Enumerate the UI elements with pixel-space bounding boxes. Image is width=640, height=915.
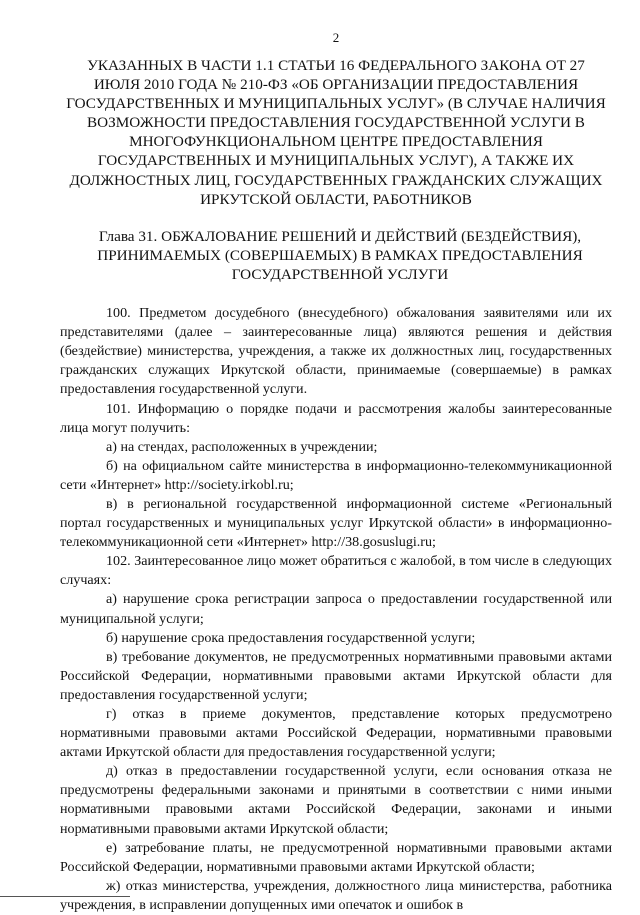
list-item-102-d: д) отказ в предоставлении государственной услуги, если основания отказа не предусмотрены федеральными законами и принятыми в соответствии с ними иными нормативными правовыми актами Российской Федерации, законами и иными нормативными правовыми актами Иркутской области;	[60, 763, 612, 837]
list-item-102-v: в) требование документов, не предусмотренных нормативными правовыми актами Российской Федерации, нормативными правовыми актами Иркутской области для предоставления государственной услуги;	[60, 648, 612, 703]
paragraph-101: 101. Информацию о порядке подачи и рассмотрения жалобы заинтересованные лица могут получить:	[60, 400, 612, 436]
list-item-102-b: б) нарушение срока предоставления государственной услуги;	[106, 629, 476, 646]
body-text	[60, 304, 612, 915]
paragraph-102: 102. Заинтересованное лицо может обратиться с жалобой, в том числе в следующих случаях:	[60, 553, 612, 589]
list-item-102-g: г) отказ в приеме документов, представление которых предусмотрено нормативными правовыми актами Российской Федерации, нормативными правовыми актами Иркутской области для предоставления государственной услуги;	[60, 706, 612, 761]
list-item-101-v: в) в региональной государственной информационной системе «Региональный портал государственных и муниципальных услуг Иркутской области» в информационно-телекоммуникационной сети «Интернет» http://38.gosuslugi.ru;	[60, 495, 612, 551]
section-heading: УКАЗАННЫХ В ЧАСТИ 1.1 СТАТЬИ 16 ФЕДЕРАЛЬНОГО ЗАКОНА ОТ 27 ИЮЛЯ 2010 ГОДА № 210-ФЗ «ОБ ОРГАНИЗАЦИИ ПРЕДОСТАВЛЕНИЯ ГОСУДАРСТВЕННЫХ И МУНИЦИПАЛЬНЫХ УСЛУГ» (В СЛУЧАЕ НАЛИЧИЯ ВОЗМОЖНОСТИ ПРЕДОСТАВЛЕНИЯ ГОСУДАРСТВЕННОЙ УСЛУГИ В МНОГОФУНКЦИОНАЛЬНОМ ЦЕНТРЕ ПРЕДОСТАВЛЕНИЯ ГОСУДАРСТВЕННЫХ И МУНИЦИПАЛЬНЫХ УСЛУГ), А ТАКЖЕ ИХ ДОЛЖНОСТНЫХ ЛИЦ, ГОСУДАРСТВЕННЫХ ГРАЖДАНСКИХ СЛУЖАЩИХ ИРКУТСКОЙ ОБЛАСТИ, РАБОТНИКОВ	[66, 57, 606, 208]
paragraph-100: 100. Предметом досудебного (внесудебного) обжалования заявителями или их представителями (далее – заинтересованные лица) являются решения и действия (бездействие) министерства, учреждения, а также их должностных лиц, государственных гражданских служащих Иркутской области, принимаемые (совершаемые) в рамках предоставления государственной услуги.	[60, 305, 612, 398]
page-number: 2	[332, 30, 340, 45]
list-item-102-a: а) нарушение срока регистрации запроса о предоставлении государственной или муниципальной услуги;	[60, 591, 612, 627]
list-item-102-zh: ж) отказ министерства, учреждения, должностного лица министерства, работника учреждения, в исправлении допущенных ими опечаток и ошибок в	[60, 877, 612, 913]
list-item-101-b: б) на официальном сайте министерства в информационно-телекоммуникационной сети «Интернет» http://society.irkobl.ru;	[60, 457, 612, 493]
list-item-102-e: е) затребование платы, не предусмотренной нормативными правовыми актами Российской Федерации, нормативными правовыми актами Иркутской области;	[60, 839, 612, 875]
list-item-101-a: а) на стендах, расположенных в учреждении;	[106, 438, 378, 455]
footer-divider	[0, 896, 130, 897]
chapter-title: Глава 31. ОБЖАЛОВАНИЕ РЕШЕНИЙ И ДЕЙСТВИЙ (БЕЗДЕЙСТВИЯ), ПРИНИМАЕМЫХ (СОВЕРШАЕМЫХ) В РАМКАХ ПРЕДОСТАВЛЕНИЯ ГОСУДАРСТВЕННОЙ УСЛУГИ	[97, 227, 583, 283]
